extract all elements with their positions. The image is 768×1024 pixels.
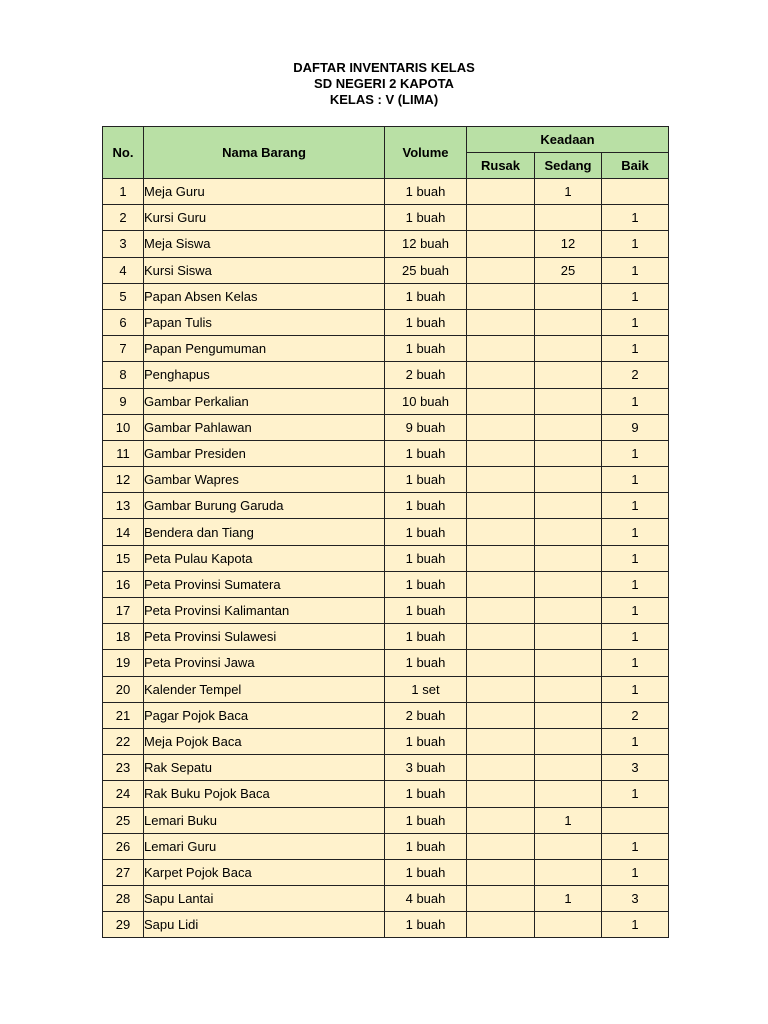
cell-name: Gambar Burung Garuda — [144, 493, 385, 519]
cell-rusak — [467, 598, 535, 624]
table-row — [103, 414, 669, 440]
cell-baik: 1 — [602, 676, 669, 702]
cell-no: 13 — [103, 493, 144, 519]
cell-rusak — [467, 309, 535, 335]
cell-no: 25 — [103, 807, 144, 833]
cell-rusak — [467, 179, 535, 205]
cell-baik: 1 — [602, 388, 669, 414]
cell-volume: 10 buah — [385, 388, 467, 414]
cell-rusak — [467, 728, 535, 754]
cell-baik: 1 — [602, 283, 669, 309]
cell-no: 8 — [103, 362, 144, 388]
table-row — [103, 702, 669, 728]
title-line-3: KELAS : V (LIMA) — [329, 92, 439, 107]
table-row — [103, 257, 669, 283]
cell-volume: 1 buah — [385, 571, 467, 597]
table-row — [103, 545, 669, 571]
cell-sedang — [535, 205, 602, 231]
cell-no: 20 — [103, 676, 144, 702]
cell-baik: 1 — [602, 598, 669, 624]
cell-volume: 1 buah — [385, 807, 467, 833]
cell-sedang — [535, 309, 602, 335]
cell-volume: 1 buah — [385, 519, 467, 545]
cell-sedang — [535, 388, 602, 414]
cell-name: Peta Provinsi Sulawesi — [144, 624, 385, 650]
cell-baik: 1 — [602, 728, 669, 754]
cell-volume: 12 buah — [385, 231, 467, 257]
cell-sedang — [535, 912, 602, 938]
table-row — [103, 886, 669, 912]
cell-rusak — [467, 414, 535, 440]
table-row — [103, 755, 669, 781]
cell-name: Kursi Guru — [144, 205, 385, 231]
cell-sedang — [535, 755, 602, 781]
cell-rusak — [467, 545, 535, 571]
cell-name: Rak Buku Pojok Baca — [144, 781, 385, 807]
table-row — [103, 388, 669, 414]
title-line-1: DAFTAR INVENTARIS KELAS — [293, 60, 475, 75]
table-row — [103, 205, 669, 231]
cell-volume: 4 buah — [385, 886, 467, 912]
cell-volume: 1 buah — [385, 728, 467, 754]
cell-rusak — [467, 676, 535, 702]
cell-sedang — [535, 781, 602, 807]
cell-baik: 1 — [602, 912, 669, 938]
cell-sedang — [535, 624, 602, 650]
cell-sedang: 25 — [535, 257, 602, 283]
cell-volume: 1 buah — [385, 283, 467, 309]
cell-name: Meja Siswa — [144, 231, 385, 257]
cell-no: 26 — [103, 833, 144, 859]
cell-sedang — [535, 859, 602, 885]
cell-sedang — [535, 362, 602, 388]
cell-baik: 3 — [602, 755, 669, 781]
header-baik: Baik — [602, 153, 669, 179]
cell-name: Papan Pengumuman — [144, 336, 385, 362]
cell-name: Rak Sepatu — [144, 755, 385, 781]
cell-rusak — [467, 702, 535, 728]
cell-sedang — [535, 598, 602, 624]
cell-rusak — [467, 886, 535, 912]
cell-baik: 1 — [602, 781, 669, 807]
table-row — [103, 912, 669, 938]
cell-name: Peta Provinsi Kalimantan — [144, 598, 385, 624]
cell-no: 5 — [103, 283, 144, 309]
cell-volume: 1 buah — [385, 859, 467, 885]
cell-rusak — [467, 807, 535, 833]
cell-no: 4 — [103, 257, 144, 283]
cell-sedang — [535, 702, 602, 728]
cell-no: 7 — [103, 336, 144, 362]
cell-no: 16 — [103, 571, 144, 597]
cell-baik: 1 — [602, 519, 669, 545]
cell-sedang — [535, 440, 602, 466]
cell-sedang: 1 — [535, 179, 602, 205]
cell-rusak — [467, 571, 535, 597]
cell-sedang — [535, 493, 602, 519]
cell-no: 27 — [103, 859, 144, 885]
header-keadaan: Keadaan — [467, 127, 669, 153]
cell-volume: 1 buah — [385, 624, 467, 650]
cell-baik: 2 — [602, 702, 669, 728]
cell-no: 11 — [103, 440, 144, 466]
inventory-table — [102, 126, 669, 938]
cell-rusak — [467, 467, 535, 493]
cell-name: Lemari Guru — [144, 833, 385, 859]
cell-name: Papan Absen Kelas — [144, 283, 385, 309]
cell-rusak — [467, 362, 535, 388]
cell-no: 19 — [103, 650, 144, 676]
cell-name: Peta Pulau Kapota — [144, 545, 385, 571]
cell-name: Lemari Buku — [144, 807, 385, 833]
cell-volume: 1 buah — [385, 912, 467, 938]
cell-no: 24 — [103, 781, 144, 807]
cell-sedang: 1 — [535, 886, 602, 912]
cell-name: Penghapus — [144, 362, 385, 388]
cell-name: Gambar Pahlawan — [144, 414, 385, 440]
cell-baik: 1 — [602, 309, 669, 335]
cell-name: Meja Guru — [144, 179, 385, 205]
cell-rusak — [467, 912, 535, 938]
cell-sedang — [535, 833, 602, 859]
cell-rusak — [467, 257, 535, 283]
cell-volume: 1 buah — [385, 598, 467, 624]
cell-baik: 1 — [602, 336, 669, 362]
cell-rusak — [467, 624, 535, 650]
cell-sedang — [535, 336, 602, 362]
cell-rusak — [467, 388, 535, 414]
table-row — [103, 781, 669, 807]
cell-volume: 2 buah — [385, 362, 467, 388]
cell-baik: 1 — [602, 440, 669, 466]
cell-sedang — [535, 650, 602, 676]
cell-name: Kalender Tempel — [144, 676, 385, 702]
table-body — [103, 179, 669, 938]
cell-no: 17 — [103, 598, 144, 624]
header-sedang: Sedang — [535, 153, 602, 179]
cell-name: Gambar Presiden — [144, 440, 385, 466]
table-row — [103, 728, 669, 754]
cell-volume: 1 buah — [385, 205, 467, 231]
cell-baik: 1 — [602, 571, 669, 597]
table-row — [103, 859, 669, 885]
cell-baik: 1 — [602, 493, 669, 519]
table-row — [103, 179, 669, 205]
cell-rusak — [467, 336, 535, 362]
cell-sedang: 1 — [535, 807, 602, 833]
cell-rusak — [467, 519, 535, 545]
cell-name: Gambar Perkalian — [144, 388, 385, 414]
cell-rusak — [467, 205, 535, 231]
cell-no: 29 — [103, 912, 144, 938]
cell-name: Sapu Lidi — [144, 912, 385, 938]
cell-name: Kursi Siswa — [144, 257, 385, 283]
header-name: Nama Barang — [144, 127, 385, 179]
cell-baik: 1 — [602, 624, 669, 650]
cell-rusak — [467, 650, 535, 676]
cell-sedang — [535, 676, 602, 702]
table-row — [103, 336, 669, 362]
cell-name: Pagar Pojok Baca — [144, 702, 385, 728]
table-row — [103, 519, 669, 545]
cell-no: 10 — [103, 414, 144, 440]
table-row — [103, 676, 669, 702]
cell-rusak — [467, 283, 535, 309]
cell-rusak — [467, 859, 535, 885]
table-row — [103, 493, 669, 519]
cell-no: 2 — [103, 205, 144, 231]
cell-volume: 1 buah — [385, 440, 467, 466]
cell-volume: 1 buah — [385, 650, 467, 676]
cell-volume: 1 buah — [385, 309, 467, 335]
cell-no: 14 — [103, 519, 144, 545]
cell-volume: 1 buah — [385, 833, 467, 859]
cell-no: 9 — [103, 388, 144, 414]
table-row — [103, 598, 669, 624]
cell-no: 22 — [103, 728, 144, 754]
table-row — [103, 467, 669, 493]
cell-name: Sapu Lantai — [144, 886, 385, 912]
cell-rusak — [467, 781, 535, 807]
cell-name: Karpet Pojok Baca — [144, 859, 385, 885]
cell-name: Gambar Wapres — [144, 467, 385, 493]
cell-no: 28 — [103, 886, 144, 912]
cell-name: Bendera dan Tiang — [144, 519, 385, 545]
cell-sedang: 12 — [535, 231, 602, 257]
table-row — [103, 231, 669, 257]
cell-no: 21 — [103, 702, 144, 728]
cell-rusak — [467, 755, 535, 781]
cell-sedang — [535, 283, 602, 309]
cell-volume: 1 buah — [385, 781, 467, 807]
cell-baik — [602, 179, 669, 205]
cell-volume: 1 set — [385, 676, 467, 702]
cell-volume: 25 buah — [385, 257, 467, 283]
cell-volume: 1 buah — [385, 493, 467, 519]
cell-volume: 1 buah — [385, 336, 467, 362]
cell-baik: 1 — [602, 257, 669, 283]
cell-rusak — [467, 440, 535, 466]
cell-baik: 1 — [602, 231, 669, 257]
cell-volume: 2 buah — [385, 702, 467, 728]
cell-baik: 1 — [602, 650, 669, 676]
table-row — [103, 624, 669, 650]
title-line-2: SD NEGERI 2 KAPOTA — [314, 76, 454, 91]
cell-volume: 9 buah — [385, 414, 467, 440]
document-title — [0, 60, 768, 108]
cell-rusak — [467, 833, 535, 859]
table-row — [103, 571, 669, 597]
header-rusak: Rusak — [467, 153, 535, 179]
cell-volume: 1 buah — [385, 179, 467, 205]
cell-baik: 1 — [602, 833, 669, 859]
cell-baik: 1 — [602, 205, 669, 231]
cell-name: Papan Tulis — [144, 309, 385, 335]
table-row — [103, 650, 669, 676]
cell-rusak — [467, 231, 535, 257]
cell-baik: 3 — [602, 886, 669, 912]
cell-baik: 9 — [602, 414, 669, 440]
table-row — [103, 309, 669, 335]
cell-no: 18 — [103, 624, 144, 650]
table-row — [103, 833, 669, 859]
cell-name: Meja Pojok Baca — [144, 728, 385, 754]
cell-no: 1 — [103, 179, 144, 205]
table-row — [103, 283, 669, 309]
cell-name: Peta Provinsi Jawa — [144, 650, 385, 676]
table-header — [103, 127, 669, 179]
cell-baik: 2 — [602, 362, 669, 388]
header-no: No. — [103, 127, 144, 179]
cell-no: 23 — [103, 755, 144, 781]
cell-volume: 1 buah — [385, 545, 467, 571]
cell-name: Peta Provinsi Sumatera — [144, 571, 385, 597]
cell-baik — [602, 807, 669, 833]
cell-no: 6 — [103, 309, 144, 335]
cell-volume: 1 buah — [385, 467, 467, 493]
table-row — [103, 807, 669, 833]
table-row — [103, 362, 669, 388]
header-volume: Volume — [385, 127, 467, 179]
cell-sedang — [535, 728, 602, 754]
cell-sedang — [535, 519, 602, 545]
cell-sedang — [535, 545, 602, 571]
cell-baik: 1 — [602, 545, 669, 571]
cell-sedang — [535, 467, 602, 493]
cell-no: 12 — [103, 467, 144, 493]
cell-no: 15 — [103, 545, 144, 571]
cell-no: 3 — [103, 231, 144, 257]
cell-sedang — [535, 414, 602, 440]
cell-baik: 1 — [602, 859, 669, 885]
cell-baik: 1 — [602, 467, 669, 493]
cell-rusak — [467, 493, 535, 519]
cell-sedang — [535, 571, 602, 597]
cell-volume: 3 buah — [385, 755, 467, 781]
table-row — [103, 440, 669, 466]
